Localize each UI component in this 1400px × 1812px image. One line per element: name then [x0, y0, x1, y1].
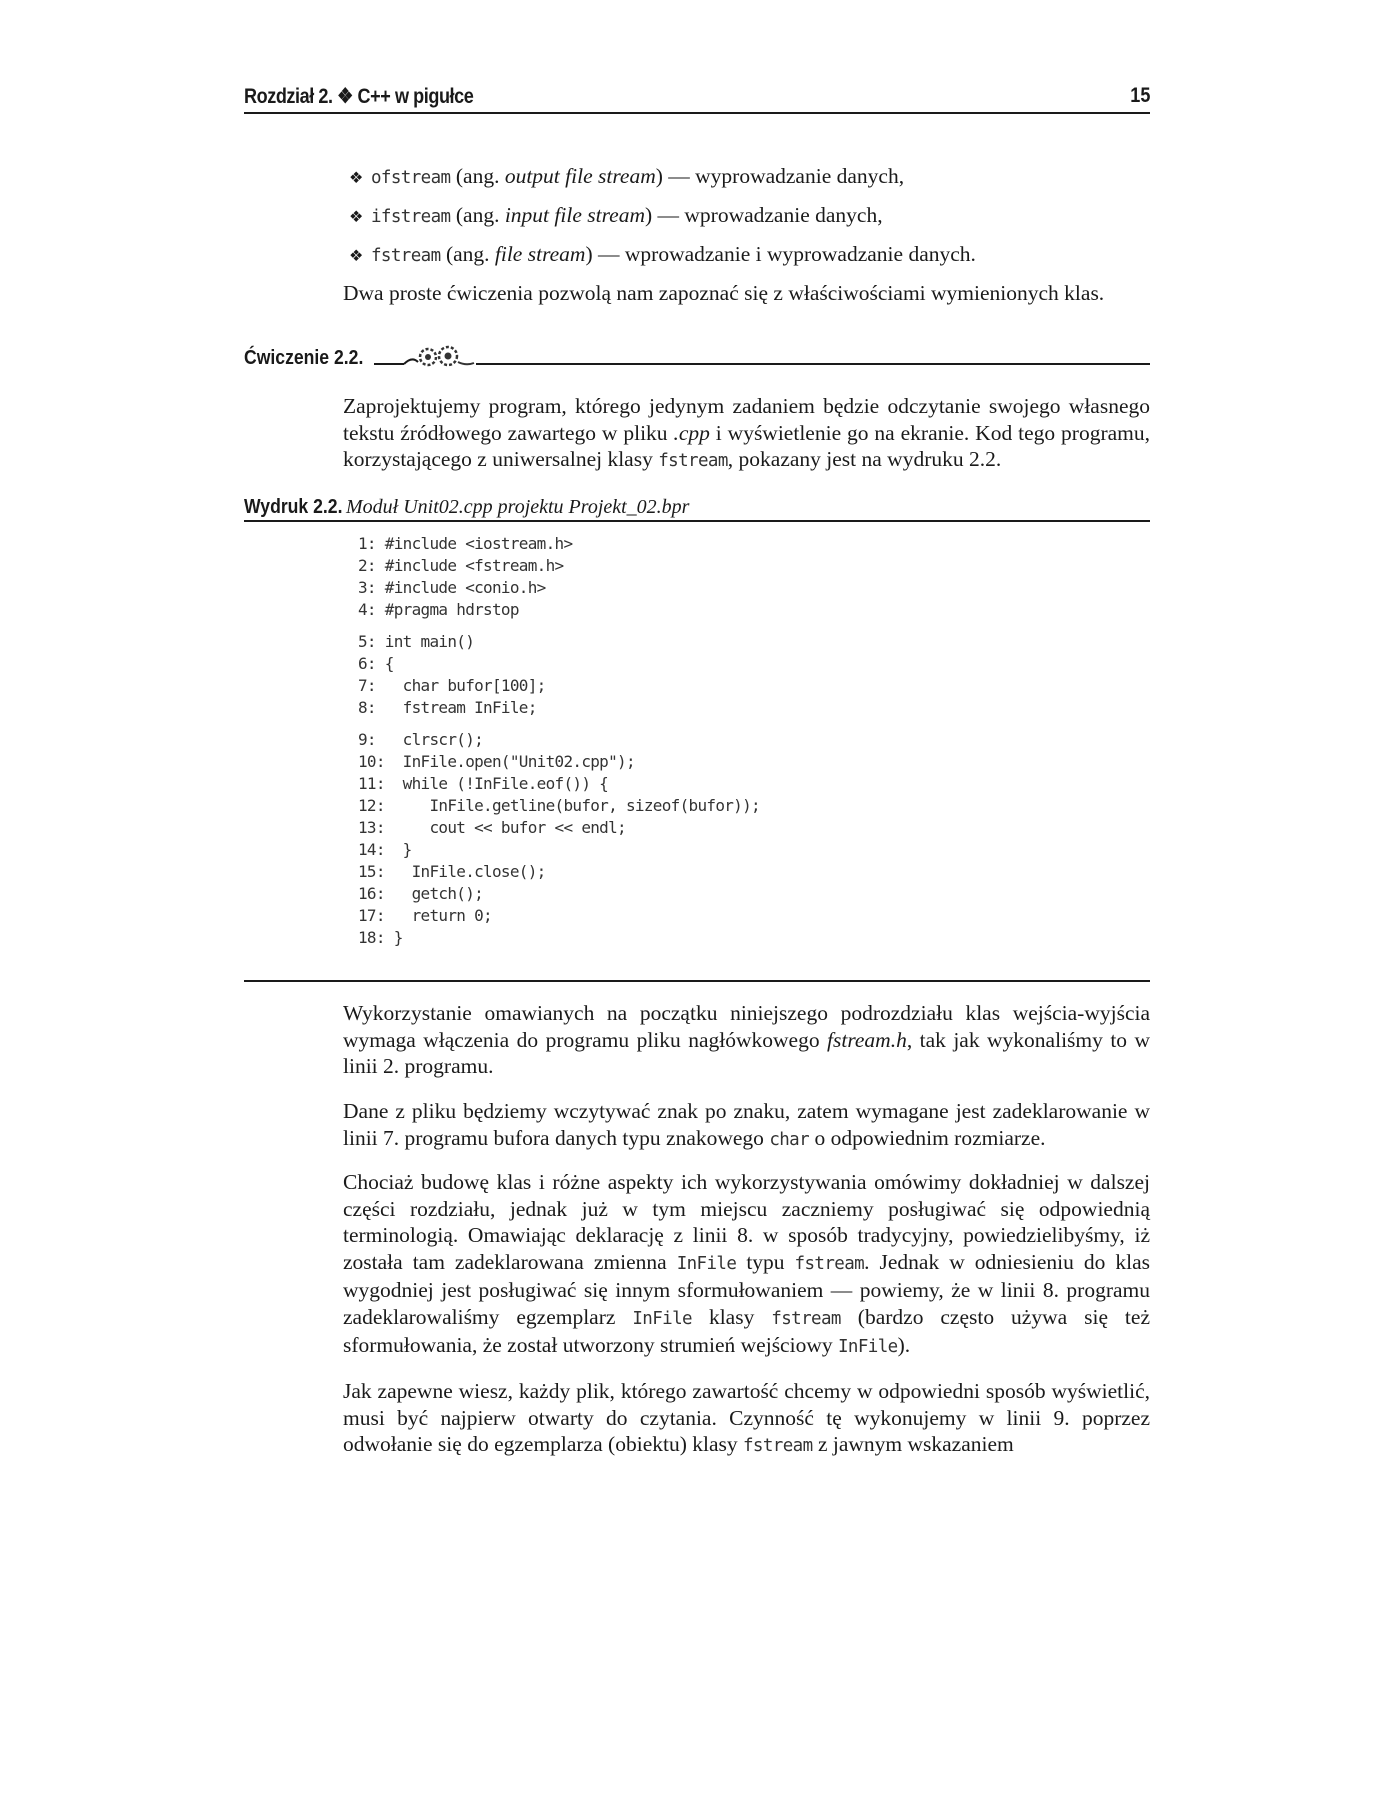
page-number: 15: [1129, 84, 1150, 107]
code-line: 14: }: [358, 840, 412, 859]
diamond-bullet-icon: ❖: [349, 170, 364, 187]
list-item-text: ) — wyprowadzanie danych,: [655, 164, 905, 188]
code-line: 3: #include <conio.h>: [358, 578, 546, 597]
list-item-italic: output file stream: [504, 164, 656, 188]
paragraph-header-file: [343, 1000, 1150, 1080]
list-item: [349, 163, 1149, 202]
code-term: char: [769, 1129, 810, 1150]
exercise-label: Ćwiczenie 2.2.: [244, 347, 364, 369]
listing-caption: Moduł Unit02.cpp projektu Projekt_02.bpr: [346, 496, 690, 518]
code-line: 5: int main(): [358, 632, 475, 651]
exercise-heading: [244, 344, 1150, 372]
paragraph-text: typu: [736, 1249, 795, 1274]
paragraph-text: Chociaż budowę klas i różne aspekty ich wykorzystywania omówimy dokładniej w dalszej części rozdziału, jednak już w tym miejscu zaczniemy posługiwać się odpowiednią terminologią. Omawiając deklarację z linii 8. w sposób tradycyjny, powiedzielibyśmy, iż została tam zadeklarowana zmienna: [343, 1170, 1150, 1274]
paragraph-text: (bardzo często używa się też sformułowania, że został utworzony strumień wejściowy: [343, 1304, 1150, 1357]
paragraph-text: z jawnym wskazaniem: [812, 1432, 1014, 1456]
code-line: 7: char bufor[100];: [358, 676, 546, 695]
exercise-rule: [476, 363, 1150, 365]
code-term: fstream: [658, 451, 728, 471]
intro-paragraph: Dwa proste ćwiczenia pozwolą nam zapoznać się z właściwościami wymienionych klas.: [343, 281, 1105, 305]
stream-class-list: [349, 163, 1149, 280]
code-line: 13: cout << bufor << endl;: [358, 818, 626, 837]
code-listing: [358, 533, 1138, 949]
exercise-text: i wyświetlenie go na ekranie. Kod tego programu, korzystającego z uniwersalnej klasy: [343, 420, 1150, 471]
code-line: 17: return 0;: [358, 906, 492, 925]
code-line: 12: InFile.getline(bufor, sizeof(bufor));: [358, 796, 760, 815]
list-item-text: (ang.: [440, 242, 495, 266]
list-item-text: (ang.: [450, 203, 505, 227]
code-line: 6: {: [358, 654, 394, 673]
code-term: InFile: [632, 1308, 692, 1329]
paragraph-terminology: [343, 1169, 1150, 1361]
list-item: [349, 241, 1149, 280]
code-term: ofstream: [371, 168, 451, 188]
list-item-text: (ang.: [450, 164, 505, 188]
diamond-bullet-icon: ❖: [349, 248, 364, 265]
paragraph-buffer: [343, 1098, 1150, 1153]
code-line: 1: #include <iostream.h>: [358, 534, 573, 553]
code-term: fstream: [371, 246, 441, 266]
code-term: fstream: [771, 1308, 841, 1329]
list-item-text: ) — wprowadzanie danych,: [644, 203, 883, 227]
list-item-italic: file stream: [494, 242, 586, 266]
listing-end-rule: [244, 980, 1150, 982]
paragraph-text: klasy: [692, 1304, 772, 1329]
list-item-italic: input file stream: [504, 203, 645, 227]
listing-label: Wydruk 2.2.: [244, 496, 343, 518]
paragraph-text: ).: [897, 1333, 911, 1357]
chapter-title: Rozdział 2. ❖ C++ w pigułce: [244, 85, 474, 108]
paragraph-italic: fstream.h: [827, 1027, 907, 1052]
exercise-paragraph: [343, 393, 1150, 475]
listing-heading: [244, 494, 1150, 522]
paragraph-text: , tak jak wykonaliśmy to w linii 2. programu.: [343, 1027, 1150, 1078]
paragraph-text: Wykorzystanie omawianych na początku niniejszego podrozdziału klas wejścia-wyjścia wymaga włączenia do programu pliku nagłówkowego: [343, 1001, 1150, 1052]
code-gap: [358, 719, 1138, 729]
paragraph-text: Dane z pliku będziemy wczytywać znak po znaku, zatem wymagane jest zadeklarowanie w linii 7. programu bufora danych typu znakowego: [343, 1099, 1150, 1150]
code-line: 9: clrscr();: [358, 730, 484, 749]
paragraph-text: Jak zapewne wiesz, każdy plik, którego zawartość chcemy w odpowiedni sposób wyświetlić, musi być najpierw otwarty do czytania. Czynność tę wykonujemy w linii 9. poprzez odwołanie się do egzemplarza (obiektu) klasy: [343, 1379, 1150, 1456]
paragraph-text: . Jednak w odniesieniu do klas wygodniej jest posługiwać się innym sformułowaniem — powiemy, że w linii 8. programu zadeklarowaliśmy egzemplarz: [343, 1249, 1150, 1329]
paragraph-file-open: [343, 1378, 1150, 1460]
code-line: 15: InFile.close();: [358, 862, 546, 881]
code-term: fstream: [743, 1436, 813, 1456]
code-line: 11: while (!InFile.eof()) {: [358, 774, 609, 793]
exercise-text: , pokazany jest na wydruku 2.2.: [727, 447, 1002, 471]
code-line: 2: #include <fstream.h>: [358, 556, 564, 575]
code-term: ifstream: [371, 207, 451, 227]
list-item-text: ) — wprowadzanie i wyprowadzanie danych.: [585, 242, 976, 266]
code-line: 4: #pragma hdrstop: [358, 600, 519, 619]
code-gap: [358, 621, 1138, 631]
code-line: 18: }: [358, 928, 403, 947]
exercise-text-italic: .cpp: [673, 420, 710, 445]
code-line: 16: getch();: [358, 884, 484, 903]
paragraph-text: o odpowiednim rozmiarze.: [809, 1125, 1046, 1150]
exercise-text: Zaprojektujemy program, którego jedynym zadaniem będzie odczytanie swojego własnego tekstu źródłowego zawartego w pliku: [343, 394, 1150, 445]
code-term: InFile: [676, 1253, 737, 1274]
list-item: [349, 202, 1149, 241]
gears-ornament-icon: [374, 344, 478, 370]
code-term: InFile: [837, 1337, 898, 1357]
code-line: 8: fstream InFile;: [358, 698, 537, 717]
code-term: fstream: [794, 1253, 865, 1274]
code-line: 10: InFile.open("Unit02.cpp");: [358, 752, 635, 771]
diamond-bullet-icon: ❖: [349, 209, 364, 226]
running-header: [244, 84, 1150, 114]
